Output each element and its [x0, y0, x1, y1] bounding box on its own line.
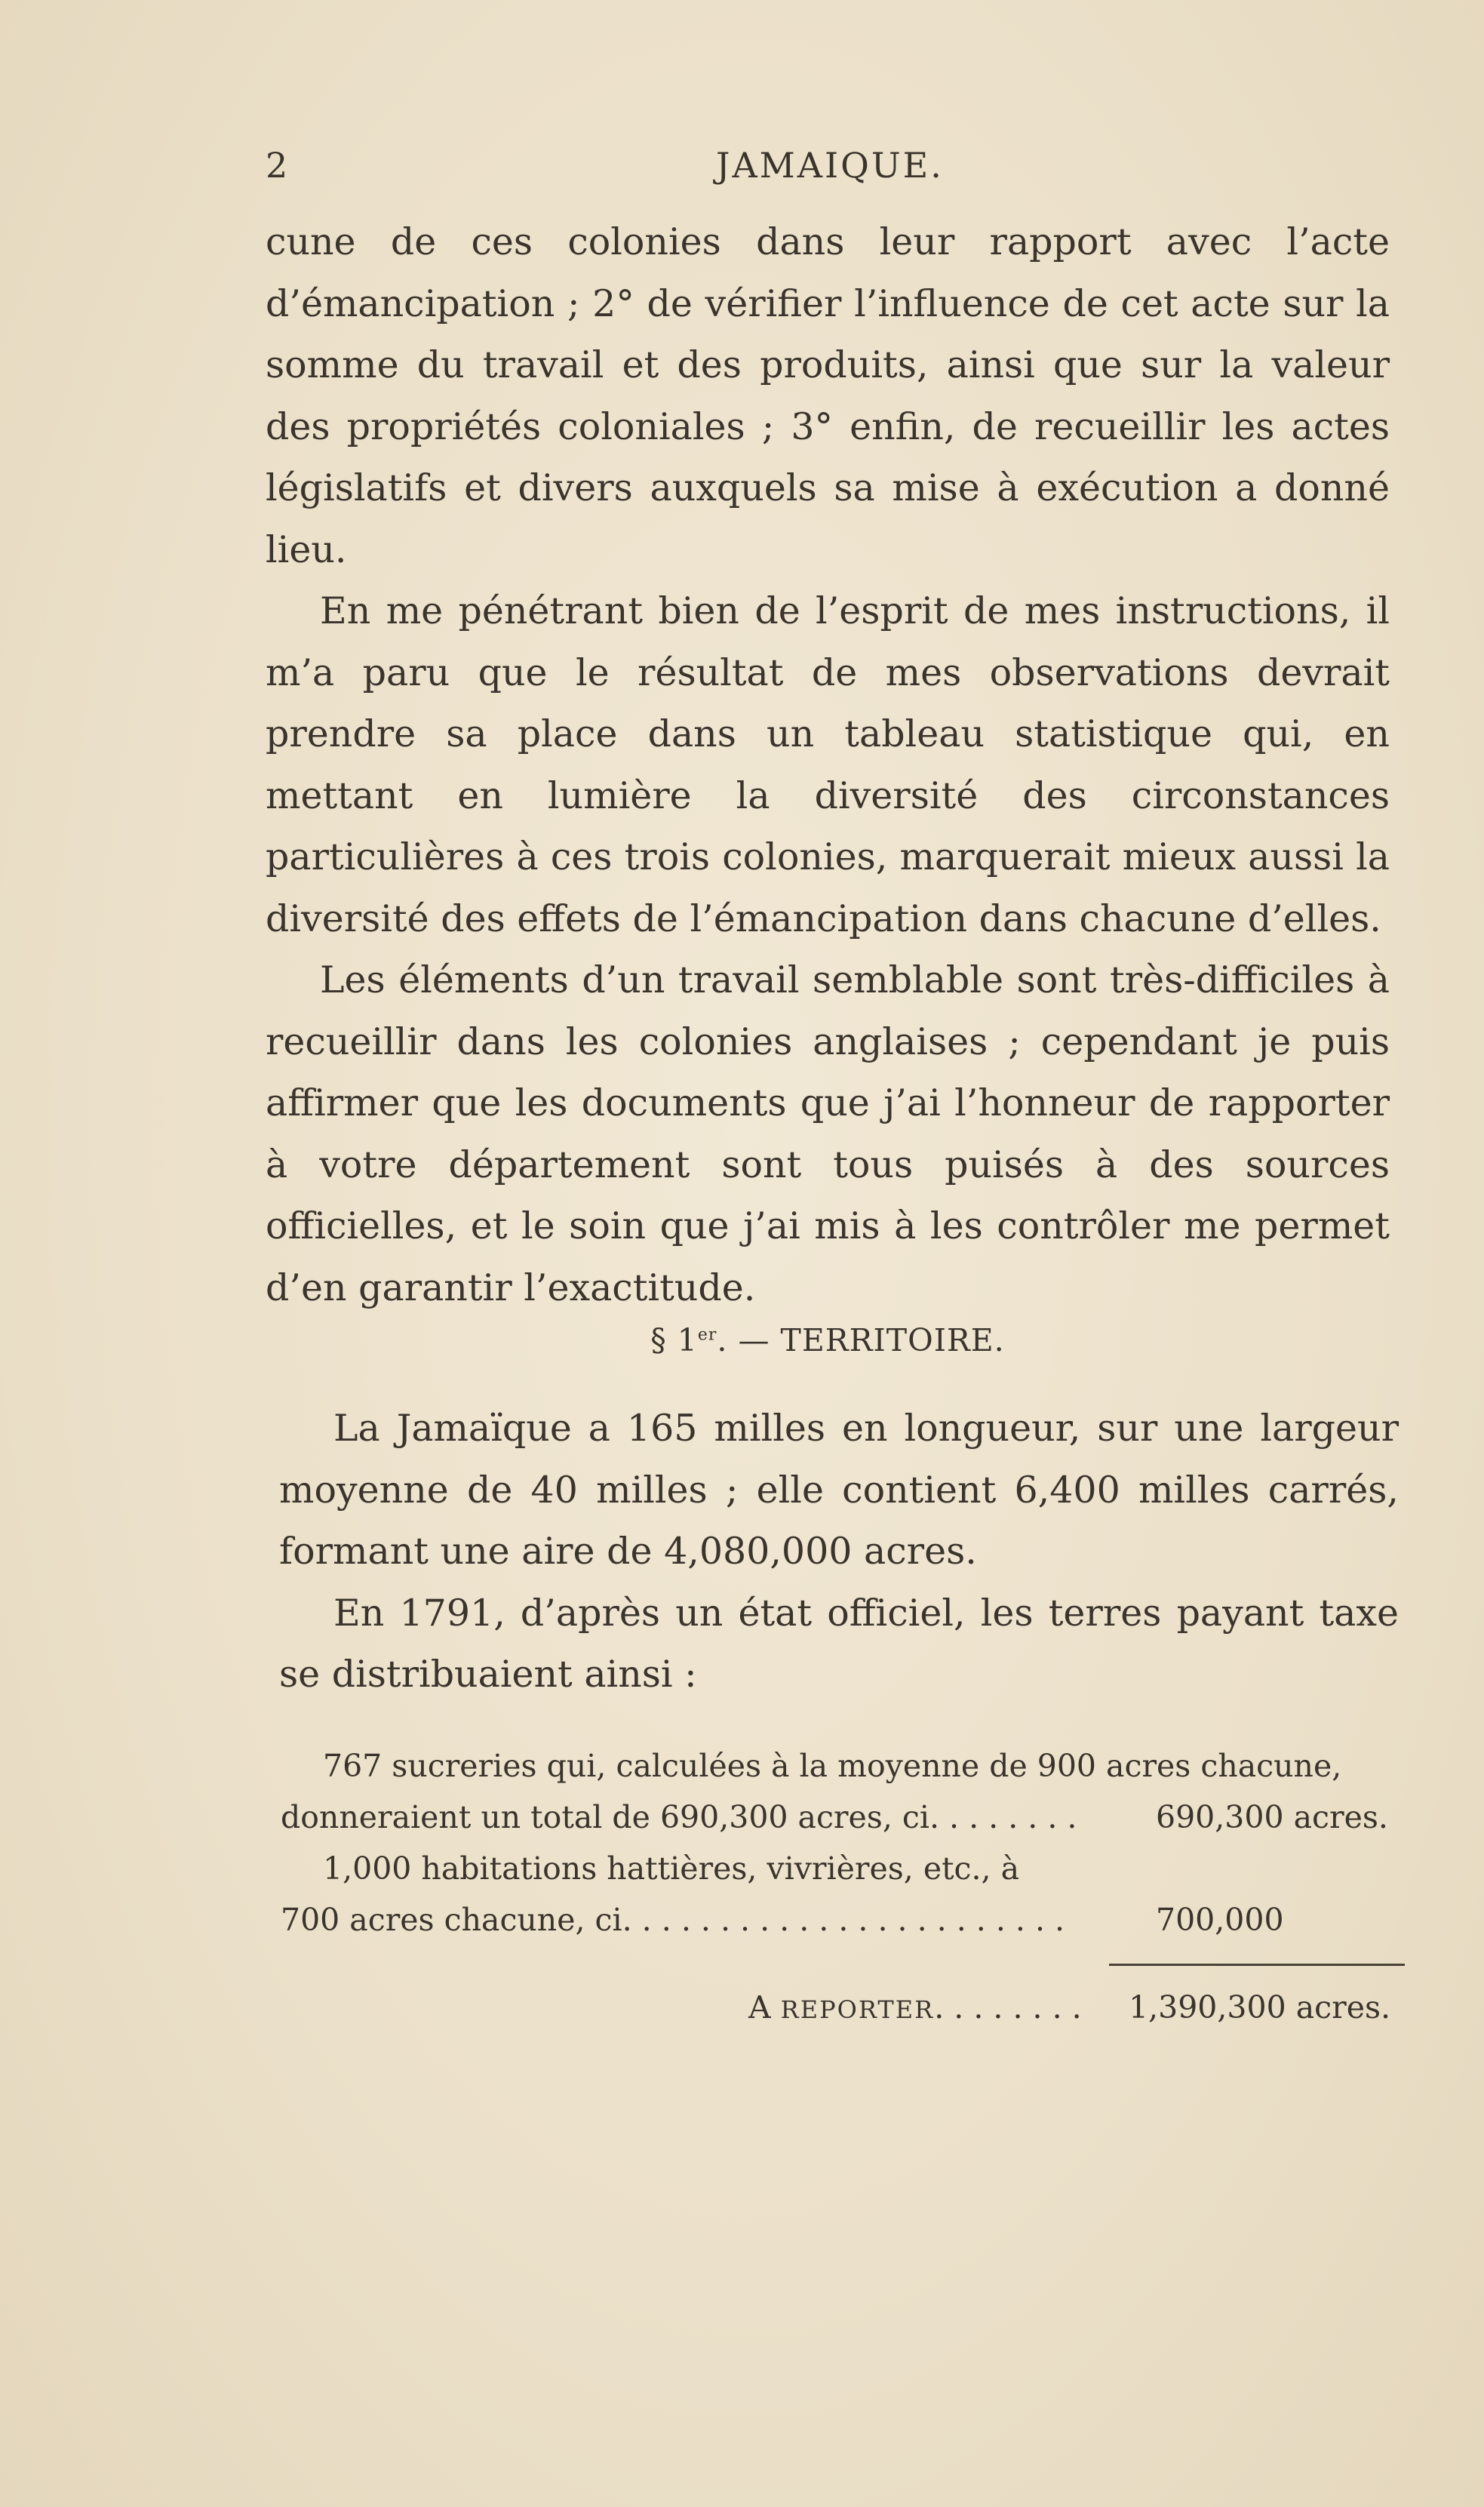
- paragraph-continuation: cune de ces colonies dans leur rapport avec l’acte d’émancipation ; 2° de vérifier l’influence de cet acte sur la somme du travail et des produits, ainsi que sur la valeur des propriétés coloniales ; 3° enfin, de recueillir les actes législatifs et divers auxquels sa mise à exécution a donné lieu.: [266, 220, 1390, 571]
- ledger-amount: 700,000: [1156, 1902, 1284, 1938]
- paragraph-documents: Les éléments d’un travail semblable sont très-difficiles à recueillir dans les colonies anglaises ; cependant je puis affirmer que les documents que j’ai l’honneur de rapporter à votre département sont tous puisés à des sources officielles, et le soin que j’ai mis à les contrôler me permet d’en garantir l’exactitude.: [266, 958, 1390, 1309]
- ledger-total-row: [281, 1982, 1405, 2033]
- ledger-row: [281, 1894, 1405, 1946]
- ledger-total-amount: 1,390,300 acres.: [1129, 1989, 1391, 2026]
- ledger-total-label: [748, 1982, 1082, 2035]
- total-label-dots: . . . . . . . .: [934, 1989, 1082, 2026]
- ledger-sum-rule: [1109, 1964, 1405, 1966]
- page-number: 2: [266, 145, 290, 186]
- ledger-row-text: 1,000 habitations hattières, vivrières, etc., à: [323, 1850, 1020, 1887]
- ledger-row-text: 767 sucreries qui, calculées à la moyenne de 900 acres chacune,: [323, 1748, 1342, 1784]
- ledger-row: [281, 1792, 1405, 1843]
- section-number: § 1: [650, 1322, 698, 1358]
- section-title: . — TERRITOIRE.: [717, 1322, 1005, 1358]
- ledger-row: [323, 1843, 1447, 1894]
- ledger-amount: 690,300 acres.: [1156, 1799, 1388, 1835]
- total-label-rest: REPORTER: [780, 1995, 935, 2024]
- section-heading: [266, 1322, 1390, 1358]
- ledger-row-text: 700 acres chacune, ci. . . . . . . . . . . . . . . . . . . . . . .: [281, 1902, 1065, 1938]
- page-header: [266, 145, 1352, 198]
- intro-text: [266, 211, 1390, 1318]
- ledger-row: [323, 1740, 1447, 1792]
- paragraph-taxed-lands: En 1791, d’après un état officiel, les terres payant taxe se distribuaient ainsi :: [279, 1591, 1399, 1696]
- paragraph-instructions: En me pénétrant bien de l’esprit de mes instructions, il m’a paru que le résultat de mes observations devrait prendre sa place dans un tableau statistique qui, en mettant en lumière la diversité des circonstances particulières à ces trois colonies, marquerait mieux aussi la diversité des effets de l’émancipation dans chacune d’elles.: [266, 589, 1390, 940]
- territory-text: [279, 1398, 1399, 1706]
- running-title: JAMAIQUE.: [716, 145, 944, 186]
- paragraph-dimensions: La Jamaïque a 165 milles en longueur, sur une largeur moyenne de 40 milles ; elle contient 6,400 milles carrés, formant une aire de 4,080,000 acres.: [279, 1407, 1399, 1573]
- ledger-row-text: donneraient un total de 690,300 acres, ci. . . . . . . .: [281, 1799, 1077, 1835]
- total-label-initial: A: [748, 1989, 771, 2026]
- section-superscript: er: [697, 1325, 717, 1345]
